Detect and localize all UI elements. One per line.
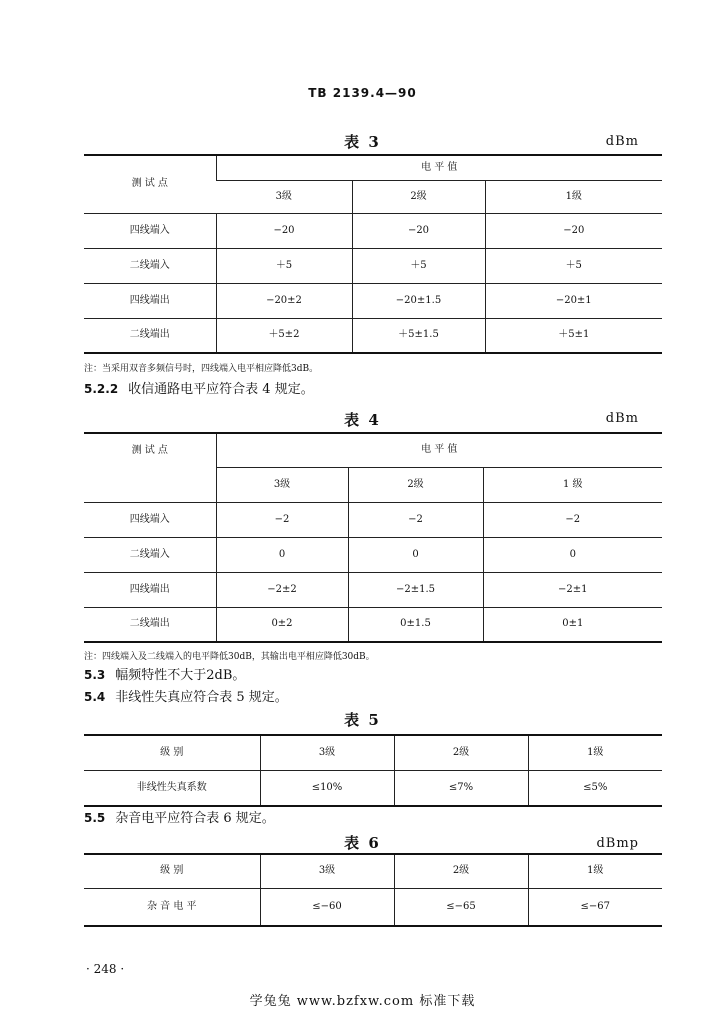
table4-point: 二线端入 [84, 537, 216, 572]
table4-cell: 0±2 [216, 607, 348, 642]
table3-cell: −20±1 [485, 283, 662, 318]
table4-unit: dBm [605, 411, 639, 426]
table4-cell: −2±1.5 [348, 572, 483, 607]
clause-number: 5.2.2 [84, 382, 119, 396]
table4-header-empty [84, 467, 216, 502]
table4-grade-2: 2级 [348, 467, 483, 502]
clause-text: 非线性失真应符合表 5 规定。 [115, 690, 288, 705]
table4-note: 注：四线端入及二线端入的电平降低30dB，其输出电平相应降低30dB。 [84, 652, 375, 662]
table6-grade-1: 1级 [528, 854, 662, 888]
clause-text: 杂音电平应符合表 6 规定。 [115, 811, 275, 826]
table-row [84, 537, 662, 572]
table4-cell: 0±1 [483, 607, 662, 642]
table3-unit: dBm [605, 134, 639, 149]
table3-cell: ＋5±1.5 [352, 318, 485, 353]
table3-grade-3: 3级 [216, 180, 352, 213]
table6-cell: ≤−65 [394, 888, 528, 926]
table5-grade-1: 1级 [528, 735, 662, 770]
table4-cell: 0 [483, 537, 662, 572]
table6-grade-2: 2级 [394, 854, 528, 888]
table3-note: 注：当采用双音多频信号时，四线端入电平相应降低3dB。 [84, 364, 319, 374]
clause-5-5 [84, 807, 275, 826]
table3-grade-2: 2级 [352, 180, 485, 213]
table3-cell: ＋5 [352, 248, 485, 283]
table-row [84, 770, 662, 806]
table3-cell: ＋5 [485, 248, 662, 283]
table6-cell: ≤−60 [260, 888, 394, 926]
table6-header-level: 级 别 [160, 865, 184, 877]
clause-5-3 [84, 664, 245, 683]
table5-cell: ≤5% [528, 770, 662, 806]
table4-cell: −2 [216, 502, 348, 537]
clause-text: 收信通路电平应符合表 4 规定。 [128, 382, 314, 397]
table6 [84, 853, 662, 927]
table4-title: 表 4 [344, 411, 381, 429]
table-row [84, 607, 662, 642]
table3-title: 表 3 [344, 133, 381, 151]
table3-cell: −20±2 [216, 283, 352, 318]
table5 [84, 734, 662, 807]
table3-cell: −20 [216, 213, 352, 248]
table6-grade-3: 3级 [260, 854, 394, 888]
standard-header: TB 2139.4—90 [308, 86, 417, 100]
table3-grade-1: 1级 [485, 180, 662, 213]
table4-cell: 0 [216, 537, 348, 572]
table4-grade-3: 3级 [216, 467, 348, 502]
clause-number: 5.5 [84, 811, 106, 825]
table6-title: 表 6 [344, 834, 381, 852]
table4-cell: −2±1 [483, 572, 662, 607]
table3-header-level: 电 平 值 [216, 155, 662, 180]
table3-point: 四线端出 [84, 283, 216, 318]
clause-5-4 [84, 686, 288, 705]
table4-point: 四线端入 [84, 502, 216, 537]
table-row [84, 248, 662, 283]
table-row [84, 213, 662, 248]
table3 [84, 154, 662, 354]
table-row [84, 283, 662, 318]
table-row [84, 572, 662, 607]
table-row [84, 318, 662, 353]
clause-text: 幅频特性不大于2dB。 [115, 668, 246, 683]
table4 [84, 432, 662, 643]
clause-number: 5.4 [84, 690, 106, 704]
table6-unit: dBmp [596, 836, 639, 851]
table4-cell: 0 [348, 537, 483, 572]
table3-point: 二线端出 [84, 318, 216, 353]
table4-cell: −2 [348, 502, 483, 537]
table3-cell: −20 [485, 213, 662, 248]
table-row [84, 888, 662, 926]
table5-row-label: 非线性失真系数 [84, 770, 260, 806]
table5-header-level: 级 别 [160, 746, 184, 758]
table5-grade-2: 2级 [394, 735, 528, 770]
table-row [84, 502, 662, 537]
table5-cell: ≤7% [394, 770, 528, 806]
table3-cell: ＋5 [216, 248, 352, 283]
clause-number: 5.3 [84, 668, 106, 682]
table5-cell: ≤10% [260, 770, 394, 806]
table4-cell: −2 [483, 502, 662, 537]
table3-header-test-point: 测 试 点 [131, 178, 168, 190]
table3-point: 二线端入 [84, 248, 216, 283]
table4-point: 二线端出 [84, 607, 216, 642]
table4-point: 四线端出 [84, 572, 216, 607]
watermark-footer: 学兔兔 www.bzfxw.com 标准下载 [249, 994, 476, 1009]
table3-cell: ＋5±1 [485, 318, 662, 353]
table6-row-label: 杂 音 电 平 [84, 888, 260, 926]
table4-cell: 0±1.5 [348, 607, 483, 642]
table4-grade-1: 1 级 [483, 467, 662, 502]
table3-point: 四线端入 [84, 213, 216, 248]
table4-header-test-point: 测 试 点 [131, 444, 168, 456]
table3-cell: −20±1.5 [352, 283, 485, 318]
clause-5-2-2 [84, 378, 314, 397]
table4-cell: −2±2 [216, 572, 348, 607]
table4-header-level: 电 平 值 [216, 433, 662, 467]
table6-cell: ≤−67 [528, 888, 662, 926]
table5-grade-3: 3级 [260, 735, 394, 770]
table3-cell: −20 [352, 213, 485, 248]
table5-title: 表 5 [344, 711, 381, 729]
table3-cell: ＋5±2 [216, 318, 352, 353]
page-number: · 248 · [86, 962, 125, 976]
